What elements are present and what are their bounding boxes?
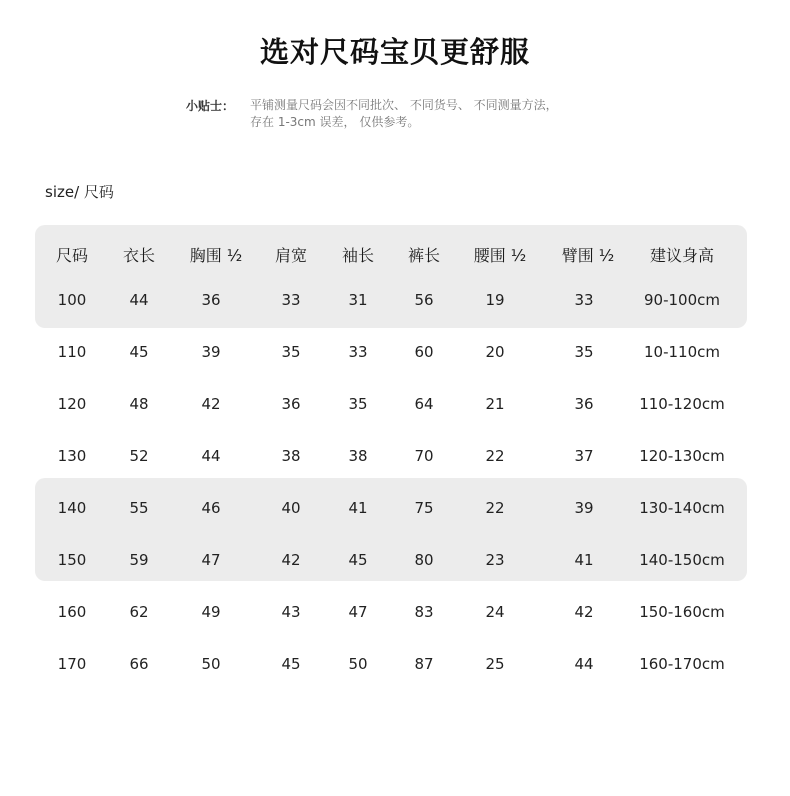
table-cell: 22 <box>485 447 505 465</box>
table-cell: 49 <box>201 603 221 621</box>
table-cell: 47 <box>201 551 221 569</box>
header-cell: 肩宽 <box>274 246 307 265</box>
page-title: 选对尺码宝贝更舒服 <box>259 35 530 69</box>
table-cell: 62 <box>129 603 149 621</box>
table-cell: 41 <box>574 551 594 569</box>
table-cell: 120-130cm <box>639 447 725 465</box>
table-cell: 140-150cm <box>639 551 725 569</box>
table-cell: 45 <box>281 655 301 673</box>
table-cell: 23 <box>485 551 505 569</box>
header-cell: 袖长 <box>341 246 374 265</box>
header-cell: 腰围 ½ <box>473 246 527 265</box>
table-header-row <box>0 241 790 271</box>
table-cell: 56 <box>414 291 434 309</box>
table-cell: 36 <box>201 291 221 309</box>
table-row <box>0 545 790 575</box>
table-cell: 41 <box>348 499 368 517</box>
table-cell: 46 <box>201 499 221 517</box>
table-cell: 55 <box>129 499 149 517</box>
size-label: size/ 尺码 <box>45 183 114 201</box>
table-cell: 19 <box>485 291 505 309</box>
table-cell: 100 <box>57 291 87 309</box>
header-cell: 衣长 <box>122 246 155 265</box>
table-cell: 130-140cm <box>639 499 725 517</box>
header-cell: 裤长 <box>407 246 440 265</box>
table-cell: 83 <box>414 603 434 621</box>
table-cell: 42 <box>201 395 221 413</box>
table-cell: 21 <box>485 395 505 413</box>
table-cell: 60 <box>414 343 434 361</box>
table-cell: 33 <box>574 291 594 309</box>
table-cell: 42 <box>281 551 301 569</box>
table-cell: 39 <box>201 343 221 361</box>
table-row <box>0 285 790 315</box>
header-cell: 臂围 ½ <box>561 246 615 265</box>
table-cell: 59 <box>129 551 149 569</box>
table-cell: 38 <box>348 447 368 465</box>
table-cell: 110 <box>57 343 87 361</box>
table-cell: 120 <box>57 395 87 413</box>
table-cell: 31 <box>348 291 368 309</box>
table-row <box>0 597 790 627</box>
tip-text <box>250 97 630 131</box>
header-cell: 尺码 <box>55 246 88 265</box>
table-cell: 110-120cm <box>639 395 725 413</box>
table-cell: 45 <box>348 551 368 569</box>
table-cell: 140 <box>57 499 87 517</box>
table-cell: 50 <box>201 655 221 673</box>
table-cell: 75 <box>414 499 434 517</box>
table-cell: 44 <box>129 291 149 309</box>
table-cell: 170 <box>57 655 87 673</box>
table-cell: 150 <box>57 551 87 569</box>
table-cell: 39 <box>574 499 594 517</box>
table-cell: 33 <box>348 343 368 361</box>
table-cell: 36 <box>574 395 594 413</box>
table-cell: 35 <box>281 343 301 361</box>
table-row <box>0 389 790 419</box>
table-cell: 20 <box>485 343 505 361</box>
table-cell: 87 <box>414 655 434 673</box>
table-cell: 25 <box>485 655 505 673</box>
table-cell: 150-160cm <box>639 603 725 621</box>
table-cell: 66 <box>129 655 149 673</box>
table-cell: 22 <box>485 499 505 517</box>
table-cell: 44 <box>201 447 221 465</box>
table-cell: 160-170cm <box>639 655 725 673</box>
header-cell: 建议身高 <box>649 246 714 265</box>
table-cell: 90-100cm <box>644 291 720 309</box>
table-cell: 44 <box>574 655 594 673</box>
table-cell: 70 <box>414 447 434 465</box>
tip-label: 小贴士： <box>186 99 235 113</box>
tip-line-2: 存在 1-3cm 误差， 仅供参考。 <box>250 115 420 129</box>
table-row <box>0 649 790 679</box>
table-cell: 50 <box>348 655 368 673</box>
header-cell: 胸围 ½ <box>189 246 243 265</box>
table-cell: 52 <box>129 447 149 465</box>
table-cell: 33 <box>281 291 301 309</box>
table-cell: 37 <box>574 447 594 465</box>
table-cell: 24 <box>485 603 505 621</box>
table-cell: 64 <box>414 395 434 413</box>
table-cell: 40 <box>281 499 301 517</box>
table-cell: 35 <box>574 343 594 361</box>
table-cell: 47 <box>348 603 368 621</box>
table-cell: 48 <box>129 395 149 413</box>
table-row <box>0 493 790 523</box>
table-cell: 80 <box>414 551 434 569</box>
table-row <box>0 441 790 471</box>
table-cell: 160 <box>57 603 87 621</box>
table-cell: 43 <box>281 603 301 621</box>
table-cell: 130 <box>57 447 87 465</box>
table-cell: 42 <box>574 603 594 621</box>
tip-line-1: 平铺测量尺码会因不同批次、 不同货号、 不同测量方法， <box>250 98 558 112</box>
table-cell: 35 <box>348 395 368 413</box>
table-cell: 36 <box>281 395 301 413</box>
table-cell: 10-110cm <box>644 343 720 361</box>
table-cell: 38 <box>281 447 301 465</box>
table-cell: 45 <box>129 343 149 361</box>
table-row <box>0 337 790 367</box>
